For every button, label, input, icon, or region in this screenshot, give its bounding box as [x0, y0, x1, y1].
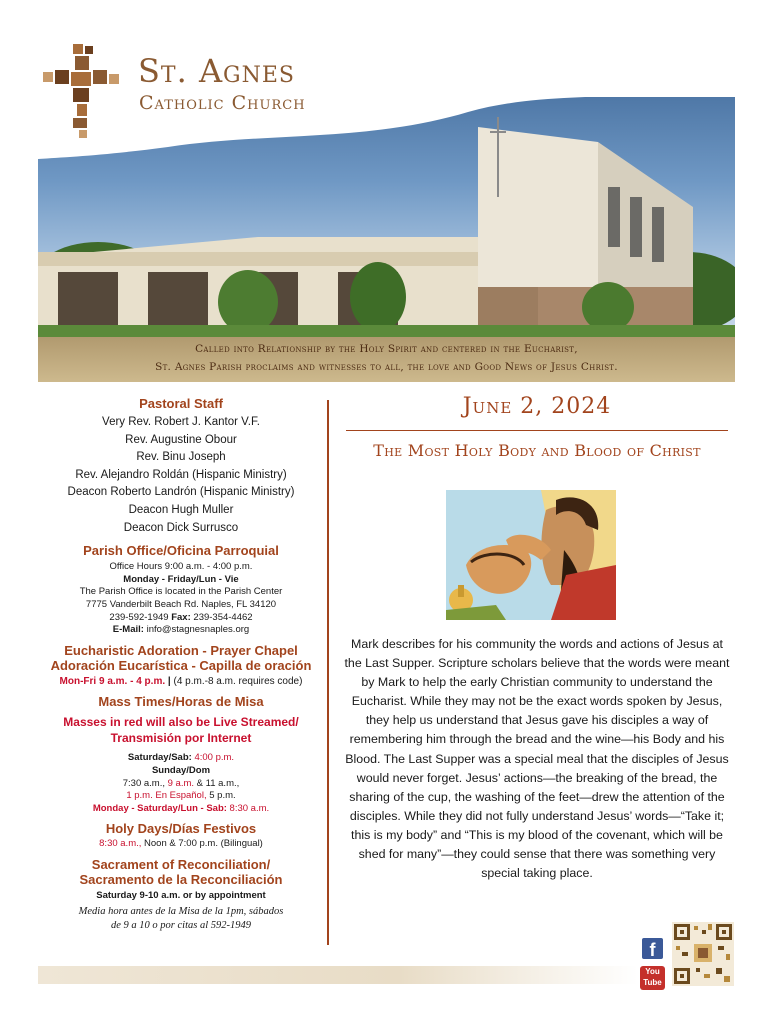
adoration-separator: |	[167, 675, 171, 687]
office-email-link[interactable]: info@stagnesnaples.org	[146, 624, 250, 636]
mass-times-heading: Mass Times/Horas de Misa	[98, 694, 264, 710]
adoration-times	[38, 676, 324, 689]
youtube-icon[interactable]	[640, 966, 665, 990]
holy-days-times	[38, 838, 324, 851]
saturday-label: Saturday/Sab:	[127, 752, 192, 764]
motto-line-1: Called into Relationship by the Holy Spirit and centered in the Eucharist,	[195, 343, 578, 355]
live-stream-note: Masses in red will also be Live Streamed/ Transmisión por Internet	[63, 715, 299, 746]
sunday-times-1	[38, 778, 324, 791]
reflection-text: Mark describes for his community the words and actions of Jesus at the Last Supper. Scripture scholars believe that the words were meant by Mark to help the early Christian community to understand the Eucharist. While they may not be the exact words spoken by Jesus, they help us understand that Jesus gave his disciples a way of remembering him through the bread and the wine—his Body and his Blood. The Last Supper was a special meal that the disciples of Jesus would never forget. Jesus’ actions—the breaking of the bread, the sharing of the cup, the washing of the feet—drew the attention of the disciples. While they did not fully understand Jesus’ words—“Take it; this is my body” and “This is my blood of the covenant, which will be shed for many”—they could sense that there was something very special taking place.	[344, 637, 730, 881]
left-column	[38, 396, 324, 933]
feast-title: The Most Holy Body and Blood of Christ	[373, 441, 701, 460]
youtube-label-bottom: Tube	[643, 978, 662, 987]
adoration-heading: Eucharistic Adoration - Prayer Chapel	[64, 642, 298, 658]
office-phone-fax	[38, 612, 324, 625]
weekday-time: 8:30 a.m.	[229, 802, 270, 814]
reconciliation-note: de 9 a 10 o por citas al 592-1949	[111, 920, 251, 932]
office-phone[interactable]: 239-592-1949	[109, 611, 169, 623]
adoration-code-note: (4 p.m.-8 a.m. requires code)	[173, 675, 303, 687]
office-email-line	[38, 624, 324, 637]
church-subtitle: Catholic Church	[139, 92, 306, 114]
staff-member: Rev. Augustine Obour	[125, 433, 237, 446]
email-label: E-Mail:	[112, 624, 144, 636]
staff-member: Very Rev. Robert J. Kantor V.F.	[102, 416, 260, 428]
sunday-times-2	[38, 790, 324, 803]
weekday-label: Monday - Saturday/Lun - Sab:	[92, 802, 227, 814]
staff-member: Deacon Roberto Landrón (Hispanic Ministry)	[67, 486, 295, 499]
staff-member: Deacon Hugh Muller	[128, 503, 234, 516]
youtube-label-top: You	[645, 967, 660, 976]
parish-motto	[38, 340, 735, 376]
sunday-time: 5 p.m.	[209, 790, 236, 802]
sunday-label: Sunday/Dom	[151, 764, 211, 776]
sunday-time-streamed: 9 a.m.	[167, 777, 195, 789]
staff-member: Deacon Dick Surrusco	[123, 521, 239, 534]
cross-logo-icon	[43, 44, 123, 139]
adoration-hours: Mon-Fri 9 a.m. - 4 p.m.	[59, 675, 166, 687]
date-rule	[346, 430, 728, 431]
office-fax: 239-354-4462	[193, 611, 253, 623]
reconciliation-heading-es: Sacramento de la Reconciliación	[79, 871, 283, 887]
office-address: 7775 Vanderbilt Beach Rd. Naples, FL 34120	[85, 598, 277, 610]
reconciliation-note: Media hora antes de la Misa de la 1pm, sábados	[78, 906, 284, 918]
bulletin-date: June 2, 2024	[462, 394, 612, 419]
saturday-time: 4:00 p.m.	[194, 752, 235, 764]
facebook-icon[interactable]: f	[642, 938, 663, 959]
parish-office-heading: Parish Office/Oficina Parroquial	[83, 543, 279, 559]
header-banner	[38, 37, 735, 382]
reconciliation-times: Saturday 9-10 a.m. or by appointment	[96, 889, 266, 901]
column-divider	[327, 400, 329, 945]
fax-label: Fax:	[171, 611, 191, 623]
staff-member: Rev. Alejandro Roldán (Hispanic Ministry)	[75, 468, 287, 481]
last-supper-illustration	[446, 490, 616, 620]
sunday-time: & 11 a.m.,	[196, 777, 240, 789]
footer-bar	[38, 966, 638, 984]
qr-code-icon[interactable]	[672, 922, 734, 986]
staff-member: Rev. Binu Joseph	[136, 451, 226, 464]
motto-line-2: St. Agnes Parish proclaims and witnesses to all, the love and Good News of Jesus Christ.	[155, 361, 618, 373]
holy-days-streamed: 8:30 a.m.,	[99, 838, 142, 850]
weekday-mass	[38, 803, 324, 816]
office-hours: Office Hours 9:00 a.m. - 4:00 p.m.	[109, 561, 253, 573]
holy-days-other: Noon & 7:00 p.m. (Bilingual)	[144, 838, 263, 850]
holy-days-heading: Holy Days/Días Festivos	[105, 821, 257, 837]
adoration-heading-es: Adoración Eucarística - Capilla de oración	[50, 657, 312, 673]
reconciliation-heading: Sacrament of Reconciliation/	[91, 856, 271, 872]
pastoral-staff-heading: Pastoral Staff	[139, 396, 223, 411]
office-days: Monday - Friday/Lun - Vie	[123, 573, 239, 585]
sunday-time: 7:30 a.m.,	[122, 777, 165, 789]
office-location: The Parish Office is located in the Parish Center	[79, 586, 283, 598]
church-name: St. Agnes	[138, 52, 296, 90]
sunday-time-spanish: 1 p.m. En Español,	[126, 790, 207, 802]
saturday-mass	[38, 752, 324, 765]
